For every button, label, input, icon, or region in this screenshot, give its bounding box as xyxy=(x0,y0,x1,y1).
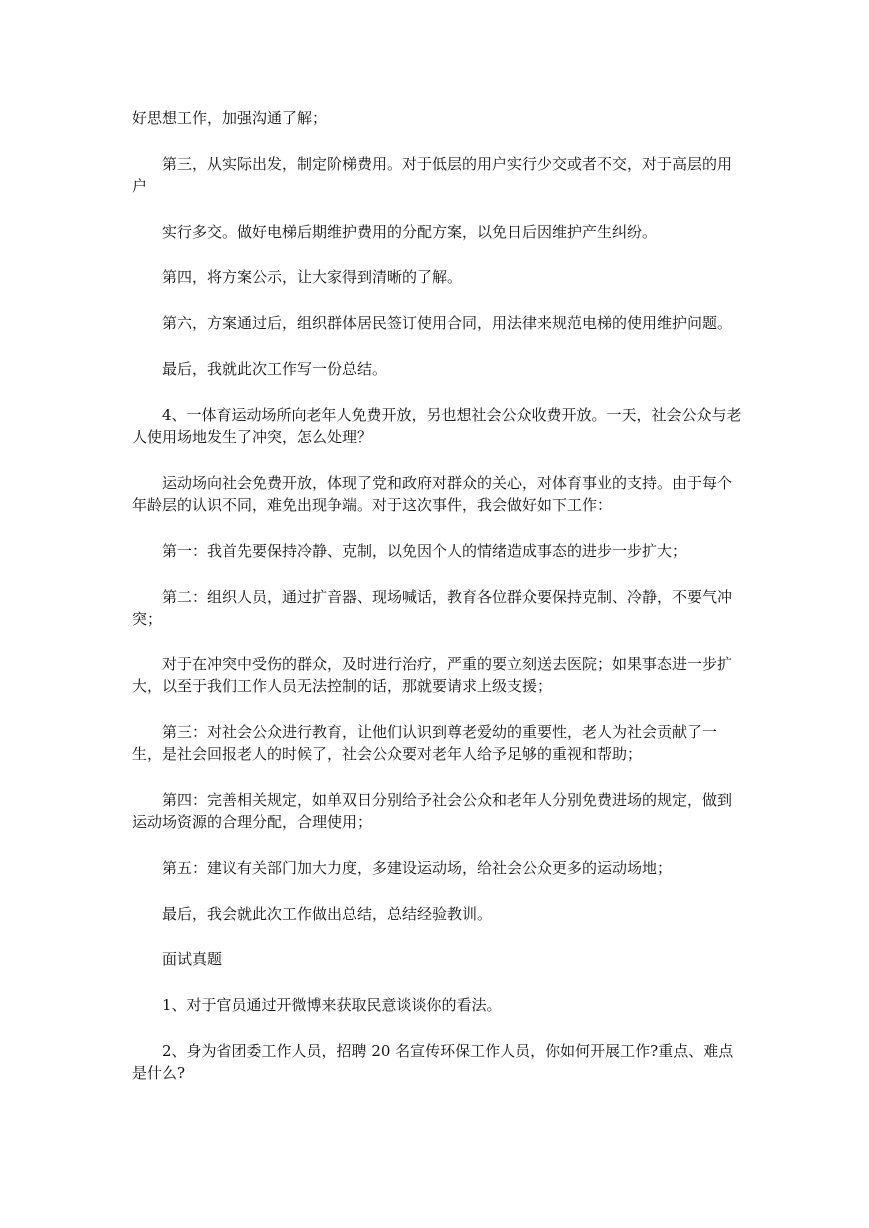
paragraph-summary: 最后，我就此次工作写一份总结。 xyxy=(162,360,388,378)
paragraph-continuation: 好思想工作，加强沟通了解； xyxy=(132,109,328,127)
answer-step-2: 第二：组织人员，通过扩音器、现场喊话，教育各位群众要保持克制、冷静，不要气冲突； xyxy=(132,588,733,628)
answer-conclusion: 最后，我会就此次工作做出总结，总结经验教训。 xyxy=(162,905,493,923)
answer-injured: 对于在冲突中受伤的群众，及时进行治疗，严重的要立刻送去医院；如果事态进一步扩大，以至于我们工作人员无法控制的话，那就要请求上级支援； xyxy=(132,655,733,695)
answer-step-5: 第五：建议有关部门加大力度，多建设运动场，给社会公众更多的运动场地； xyxy=(162,859,673,877)
question-4: 4、一体育运动场所向老年人免费开放，另也想社会公众收费开放。一天，社会公众与老人使用场地发生了冲突，怎么处理？ xyxy=(132,406,742,446)
answer-step-1: 第一：我首先要保持冷静、克制，以免因个人的情绪造成事态的进步一步扩大； xyxy=(162,542,688,560)
interview-question-1: 1、对于官员通过开微博来获取民意谈谈你的看法。 xyxy=(162,996,502,1014)
paragraph-sixth-step: 第六，方案通过后，组织群体居民签订使用合同，用法律来规范电梯的使用维护问题。 xyxy=(162,314,733,332)
answer-intro: 运动场向社会免费开放，体现了党和政府对群众的关心，对体育事业的支持。由于每个年龄层的认识不同，难免出现争端。对于这次事件，我会做好如下工作： xyxy=(132,474,733,514)
paragraph-third-step: 第三，从实际出发，制定阶梯费用。对于低层的用户实行少交或者不交，对于高层的用户 xyxy=(132,155,733,195)
answer-step-4: 第四：完善相关规定，如单双日分别给予社会公众和老年人分别免费进场的规定，做到运动场资源的合理分配，合理使用； xyxy=(132,791,733,831)
paragraph-tiered-fees: 实行多交。做好电梯后期维护费用的分配方案，以免日后因维护产生纠纷。 xyxy=(162,223,658,241)
section-heading-interview-questions: 面试真题 xyxy=(162,950,223,968)
paragraph-fourth-step: 第四，将方案公示，让大家得到清晰的了解。 xyxy=(162,268,463,286)
answer-step-3: 第三：对社会公众进行教育，让他们认识到尊老爱幼的重要性，老人为社会贡献了一生，是社会回报老人的时候了，社会公众要对老年人给予足够的重视和帮助； xyxy=(132,723,718,763)
interview-question-2: 2、身为省团委工作人员，招聘 20 名宣传环保工作人员，你如何开展工作?重点、难点是什么? xyxy=(132,1042,734,1082)
